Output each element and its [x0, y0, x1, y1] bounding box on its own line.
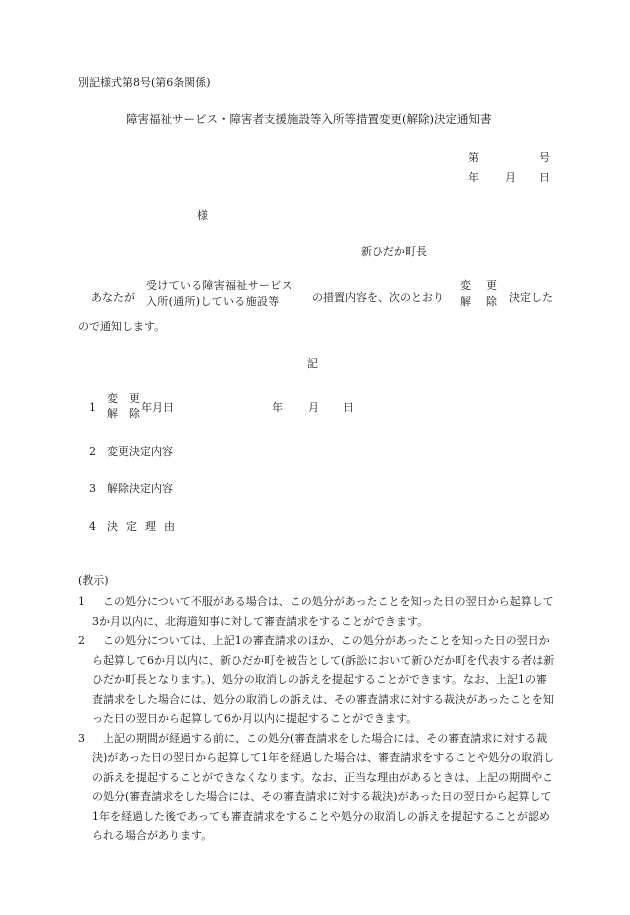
- item-4-label-char-2: 定: [126, 520, 137, 533]
- item-1-cancel-char-2: 除: [129, 407, 140, 420]
- item-2-label: 変更決定内容: [107, 445, 173, 458]
- notice-choice-service: [146, 280, 308, 307]
- item-3-label: 解除決定内容: [107, 482, 173, 495]
- instruction-2-text: この処分については、上記1の審査請求のほか、この処分があったことを知った日の翌日から起算して6か月以内に、新ひだか町を被告として(訴訟において新ひだか町を代表する者は新ひだか町長となります。)、処分の取消しの訴えを提起することができます。なお、上記1の審査請求をした場合には、処分の取消しの訴えは、その審査請求に対する裁決があったことを知った日の翌日から起算して6か月以内に提起することができます。: [92, 634, 555, 725]
- date-year: 年: [468, 171, 479, 184]
- instruction-2-number: 2: [78, 634, 85, 647]
- instruction-item-3: [78, 729, 558, 846]
- item-1-choice: [107, 393, 140, 419]
- item-1-year: 年: [272, 401, 283, 414]
- instructions-list: [78, 592, 558, 846]
- instruction-3-text: 上記の期間が経過する前に、この処分(審査請求をした場合には、その審査請求に対する裁決)があった日の翌日から起算して1年を経過した場合は、審査請求をすることや処分の取消しの訴えを提起することができなくなります。なお、正当な理由があるときは、上記の期間やこの処分(審査請求をした場合には、その審査請求に対する裁決)があった日の翌日から起算して1年を経過した後であっても審査請求をすることや処分の取消しの訴えを提起することが認められる場合があります。: [92, 731, 555, 842]
- item-1-change-char-1: 変: [107, 392, 118, 405]
- item-1-label: 年月日: [141, 401, 174, 414]
- page-title: 障害福祉サービス・障害者支援施設等入所等措置変更(解除)決定通知書: [126, 112, 492, 126]
- ki-heading: 記: [307, 357, 318, 370]
- date-day: 日: [539, 171, 550, 184]
- item-4-label-char-3: 理: [145, 520, 156, 533]
- instructions-heading: (教示): [78, 574, 109, 587]
- choice-cancel-char-1: 解: [460, 295, 471, 308]
- instruction-item-1: [78, 592, 558, 631]
- item-1-month: 月: [308, 401, 319, 414]
- doc-number-prefix: 第: [468, 151, 479, 164]
- notice-part1: あなたが: [91, 291, 135, 304]
- instruction-item-2: [78, 631, 558, 729]
- item-3-number: 3: [89, 482, 96, 495]
- instruction-3-number: 3: [78, 731, 85, 745]
- choice-service-line: 受けている障害福祉サービス: [146, 279, 293, 292]
- notice-part3: 決定した: [509, 291, 553, 304]
- item-1-cancel-char-1: 解: [107, 407, 118, 420]
- date-month: 月: [505, 171, 516, 184]
- item-1-change-char-2: 更: [129, 392, 140, 405]
- choice-facility-line: 入所(通所)している施設等: [146, 295, 280, 308]
- doc-number-suffix: 号: [539, 151, 550, 164]
- issuer: 新ひだか町長: [361, 245, 427, 258]
- instruction-1-number: 1: [78, 595, 85, 608]
- item-2-number: 2: [89, 445, 96, 458]
- item-4-label-char-1: 決: [107, 520, 118, 533]
- item-1-number: 1: [89, 401, 96, 414]
- item-4-number: 4: [89, 520, 96, 533]
- instruction-1-text: この処分について不服がある場合は、この処分があったことを知った日の翌日から起算して3か月以内に、北海道知事に対して審査請求をすることができます。: [92, 595, 554, 628]
- item-1-day: 日: [343, 401, 354, 414]
- notice-choice-change-cancel: [460, 280, 497, 307]
- item-4-label: [107, 521, 175, 532]
- choice-cancel-char-2: 除: [486, 295, 497, 308]
- choice-change-char-1: 変: [460, 279, 471, 292]
- notice-continuation: ので通知します。: [78, 320, 166, 333]
- choice-cancel: [460, 296, 497, 307]
- item-4-label-char-4: 由: [164, 520, 175, 533]
- choice-change: [460, 280, 497, 291]
- form-label: 別記様式第8号(第6条関係): [78, 76, 211, 89]
- choice-change-char-2: 更: [486, 279, 497, 292]
- item-1-choice-cancel: [107, 408, 140, 419]
- recipient-suffix: 様: [197, 209, 208, 222]
- notice-part2: の措置内容を、次のとおり: [312, 291, 444, 304]
- item-1-choice-change: [107, 393, 140, 404]
